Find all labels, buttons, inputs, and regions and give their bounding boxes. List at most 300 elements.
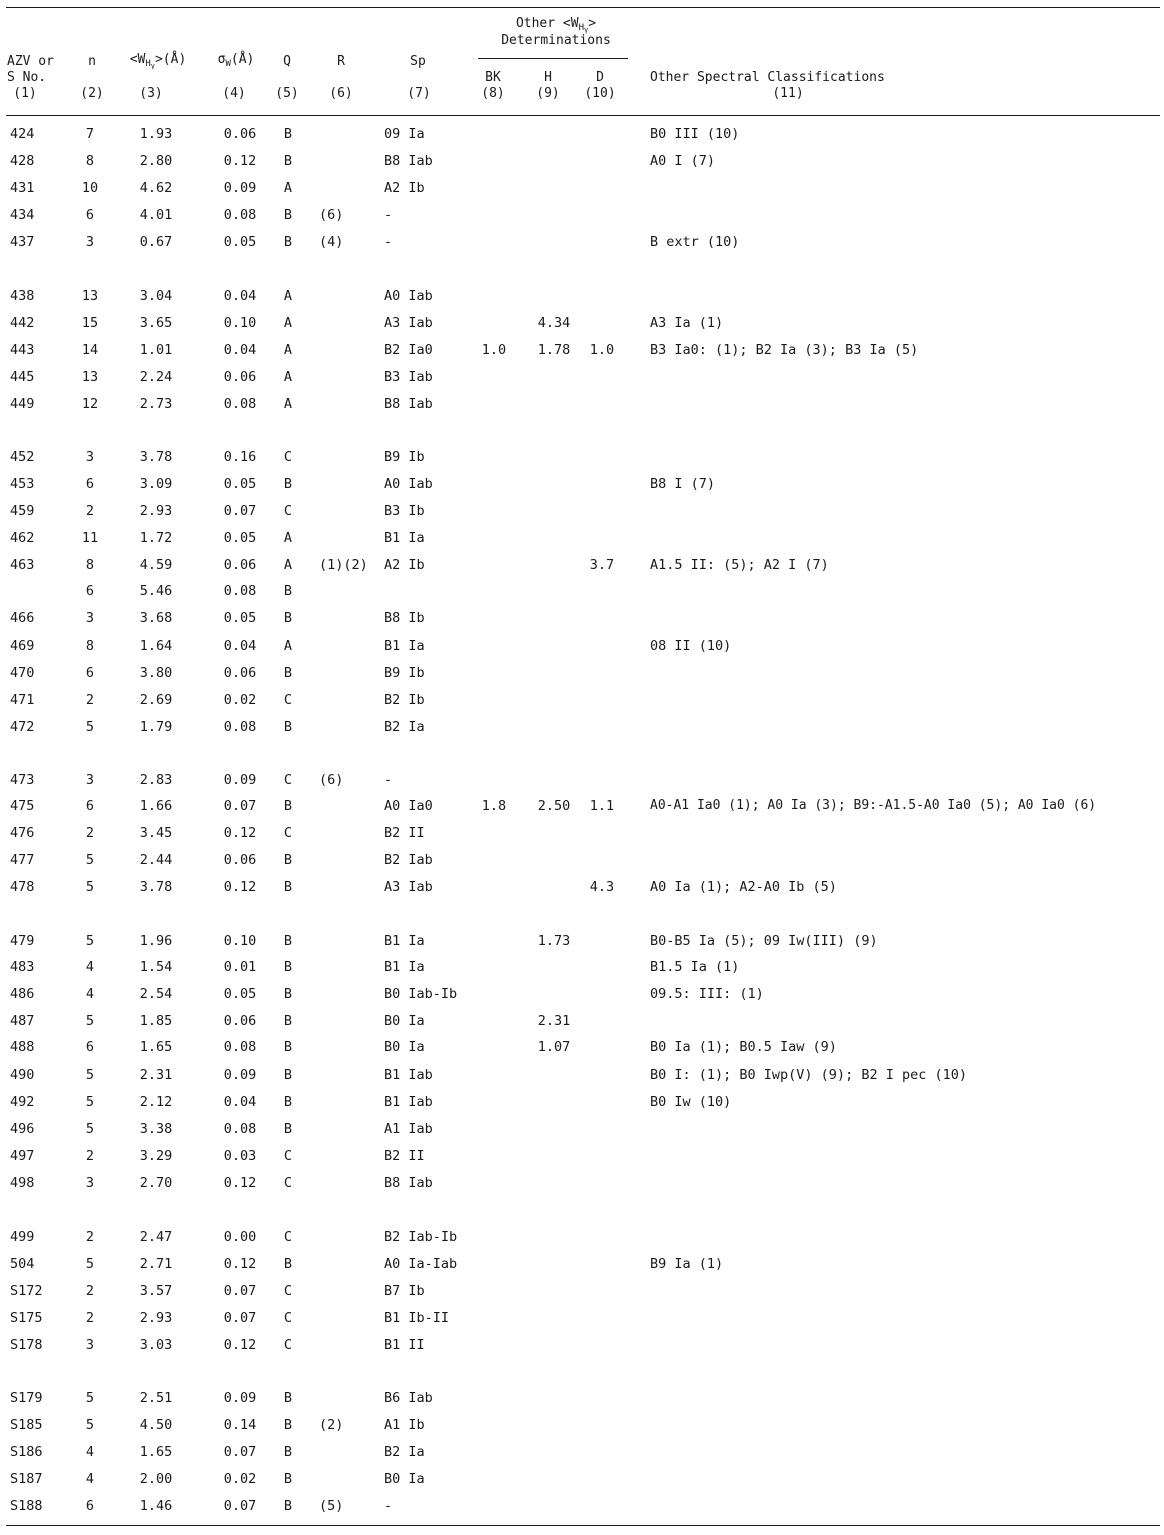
cell-n: 5: [85, 1121, 95, 1137]
cell-w: 2.71: [139, 1256, 173, 1272]
cell-w: 1.66: [139, 798, 173, 814]
cell-n: 2: [85, 1229, 95, 1245]
cell-sigma: 0.05: [223, 476, 257, 492]
cell-sp: B7 Ib: [384, 1283, 425, 1299]
header-group-sub2: γ: [584, 26, 589, 34]
header-col9-number: (9): [536, 86, 560, 101]
cell-sp: -: [384, 234, 393, 250]
cell-n: 5: [85, 1390, 95, 1406]
cell-sp: A3 Iab: [384, 315, 433, 331]
cell-id: 431: [10, 180, 35, 196]
cell-n: 5: [85, 1094, 95, 1110]
cell-id: 498: [10, 1175, 35, 1191]
cell-other: B0-B5 Ia (5); 09 Iw(III) (9): [650, 933, 878, 949]
cell-q: B: [283, 1444, 293, 1460]
cell-w: 1.85: [139, 1013, 173, 1029]
cell-n: 3: [85, 449, 95, 465]
cell-id: S188: [10, 1498, 43, 1514]
cell-sp: -: [384, 1498, 393, 1514]
cell-other: 09.5: III: (1): [650, 986, 764, 1002]
cell-sp: B2 II: [384, 1148, 425, 1164]
cell-q: A: [283, 315, 293, 331]
header-group-pre: Other <W: [515, 16, 579, 31]
cell-sp: B1 II: [384, 1337, 425, 1353]
cell-w: 2.00: [139, 1471, 173, 1487]
cell-other: B9 Ia (1): [650, 1256, 724, 1272]
cell-q: B: [283, 879, 293, 895]
cell-id: 490: [10, 1067, 35, 1083]
cell-n: 2: [85, 503, 95, 519]
cell-q: C: [283, 1148, 293, 1164]
cell-id: S185: [10, 1417, 43, 1433]
cell-id: 477: [10, 852, 35, 868]
cell-n: 5: [85, 719, 95, 735]
cell-sigma: 0.12: [223, 1337, 257, 1353]
cell-id: 504: [10, 1256, 35, 1272]
cell-other: B0 Iw (10): [650, 1094, 732, 1110]
cell-q: B: [283, 1039, 293, 1055]
cell-sp: -: [384, 207, 393, 223]
header-col3-pre: <W: [129, 52, 146, 67]
cell-q: A: [283, 180, 293, 196]
cell-q: C: [283, 772, 293, 788]
cell-sp: B8 Iab: [384, 396, 433, 412]
cell-sp: 09 Ia: [384, 126, 425, 142]
header-col1-line1: AZV or: [7, 54, 54, 69]
header-col6-number: (6): [329, 86, 353, 101]
cell-sigma: 0.08: [223, 719, 257, 735]
cell-id: 483: [10, 959, 35, 975]
cell-id: 428: [10, 153, 35, 169]
cell-sigma: 0.03: [223, 1148, 257, 1164]
cell-sigma: 0.06: [223, 852, 257, 868]
cell-n: 11: [81, 530, 99, 546]
cell-q: C: [283, 1337, 293, 1353]
cell-sp: B1 Ia: [384, 933, 425, 949]
cell-n: 13: [81, 288, 99, 304]
cell-q: B: [283, 852, 293, 868]
header-col9: H: [544, 70, 552, 85]
cell-q: B: [283, 1471, 293, 1487]
cell-sigma: 0.12: [223, 879, 257, 895]
cell-sigma: 0.06: [223, 1013, 257, 1029]
cell-id: S186: [10, 1444, 43, 1460]
cell-w: 2.24: [139, 369, 173, 385]
cell-sp: A0 Iab: [384, 288, 433, 304]
cell-sp: B9 Ib: [384, 449, 425, 465]
cell-other: A0-A1 Ia0 (1); A0 Ia (3); B9:-A1.5-A0 Ia0 (5); A0 Ia0 (6): [650, 798, 1097, 813]
cell-sigma: 0.01: [223, 959, 257, 975]
cell-q: A: [283, 557, 293, 573]
cell-w: 0.67: [139, 234, 173, 250]
cell-q: B: [283, 610, 293, 626]
header-col7: Sp: [410, 54, 426, 69]
cell-w: 2.51: [139, 1390, 173, 1406]
header-col8-number: (8): [481, 86, 505, 101]
cell-n: 12: [81, 396, 99, 412]
cell-n: 3: [85, 772, 95, 788]
cell-q: B: [283, 1094, 293, 1110]
cell-n: 4: [85, 959, 95, 975]
cell-sigma: 0.07: [223, 1310, 257, 1326]
cell-other: B1.5 Ia (1): [650, 959, 740, 975]
cell-other: A0 I (7): [650, 153, 716, 169]
header-col5: Q: [283, 54, 291, 69]
cell-sp: B2 Iab: [384, 852, 433, 868]
cell-n: 3: [85, 1175, 95, 1191]
cell-sp: B2 Ia0: [384, 342, 433, 358]
cell-sigma: 0.10: [223, 315, 257, 331]
cell-sigma: 0.06: [223, 557, 257, 573]
cell-h: 1.78: [537, 342, 571, 358]
cell-sigma: 0.02: [223, 1471, 257, 1487]
cell-q: A: [283, 530, 293, 546]
cell-sigma: 0.10: [223, 933, 257, 949]
cell-q: B: [283, 153, 293, 169]
cell-w: 4.50: [139, 1417, 173, 1433]
cell-sp: B1 Ia: [384, 530, 425, 546]
cell-id: 453: [10, 476, 35, 492]
cell-d: 4.3: [589, 879, 615, 895]
cell-n: 2: [85, 1283, 95, 1299]
cell-sigma: 0.04: [223, 1094, 257, 1110]
cell-sigma: 0.08: [223, 1039, 257, 1055]
cell-r: (6): [319, 207, 344, 223]
cell-n: 10: [81, 180, 99, 196]
cell-q: B: [283, 126, 293, 142]
cell-n: 3: [85, 610, 95, 626]
cell-n: 4: [85, 1471, 95, 1487]
cell-n: 2: [85, 1148, 95, 1164]
cell-n: 14: [81, 342, 99, 358]
cell-id: 473: [10, 772, 35, 788]
cell-n: 5: [85, 879, 95, 895]
cell-id: S175: [10, 1310, 43, 1326]
cell-sigma: 0.12: [223, 1256, 257, 1272]
cell-id: 486: [10, 986, 35, 1002]
cell-sp: B8 Ib: [384, 610, 425, 626]
cell-sigma: 0.06: [223, 665, 257, 681]
cell-w: 1.79: [139, 719, 173, 735]
header-col1-line2: S No.: [7, 70, 47, 85]
cell-w: 3.04: [139, 288, 173, 304]
cell-other: A1.5 II: (5); A2 I (7): [650, 557, 829, 573]
cell-w: 2.93: [139, 503, 173, 519]
cell-other: 08 II (10): [650, 638, 732, 654]
header-col3-sub: H: [145, 59, 151, 69]
header-col3-post: >(Å): [154, 52, 187, 67]
cell-other: B3 Ia0: (1); B2 Ia (3); B3 Ia (5): [650, 342, 919, 358]
cell-sigma: 0.07: [223, 1498, 257, 1514]
cell-n: 8: [85, 638, 95, 654]
cell-n: 5: [85, 1067, 95, 1083]
cell-id: 478: [10, 879, 35, 895]
cell-id: 459: [10, 503, 35, 519]
cell-w: 3.80: [139, 665, 173, 681]
cell-sp: B3 Iab: [384, 369, 433, 385]
header-col7-number: (7): [407, 86, 431, 101]
cell-r: (2): [319, 1417, 344, 1433]
cell-n: 8: [85, 153, 95, 169]
cell-q: C: [283, 449, 293, 465]
cell-w: 2.54: [139, 986, 173, 1002]
cell-w: 3.68: [139, 610, 173, 626]
header-col10-number: (10): [584, 86, 616, 101]
cell-sigma: 0.05: [223, 530, 257, 546]
header-col3-sub2: γ: [150, 62, 155, 70]
header-group-post: >: [588, 16, 597, 31]
cell-sp: A1 Iab: [384, 1121, 433, 1137]
cell-sigma: 0.06: [223, 369, 257, 385]
cell-r: (1)(2): [319, 557, 368, 573]
cell-n: 7: [85, 126, 95, 142]
cell-sp: B2 Ia: [384, 719, 425, 735]
cell-n: 2: [85, 1310, 95, 1326]
cell-id: 470: [10, 665, 35, 681]
cell-h: 2.50: [537, 798, 571, 814]
header-col4-number: (4): [222, 86, 246, 101]
cell-w: 2.47: [139, 1229, 173, 1245]
cell-other: B extr (10): [650, 234, 740, 250]
cell-w: 2.80: [139, 153, 173, 169]
cell-sp: B6 Iab: [384, 1390, 433, 1406]
cell-q: B: [283, 665, 293, 681]
header-col8: BK: [485, 70, 501, 85]
cell-q: B: [283, 1256, 293, 1272]
cell-sigma: 0.07: [223, 1283, 257, 1299]
cell-sigma: 0.00: [223, 1229, 257, 1245]
cell-n: 4: [85, 986, 95, 1002]
cell-sigma: 0.09: [223, 180, 257, 196]
cell-q: B: [283, 1417, 293, 1433]
cell-id: 442: [10, 315, 35, 331]
cell-sigma: 0.09: [223, 772, 257, 788]
cell-other: B0 Ia (1); B0.5 Iaw (9): [650, 1039, 837, 1055]
header-col11: Other Spectral Classifications: [650, 70, 885, 85]
cell-w: 2.31: [139, 1067, 173, 1083]
cell-q: B: [283, 476, 293, 492]
cell-id: S179: [10, 1390, 43, 1406]
cell-q: C: [283, 1283, 293, 1299]
cell-n: 3: [85, 234, 95, 250]
cell-n: 5: [85, 1256, 95, 1272]
cell-q: B: [283, 1067, 293, 1083]
cell-w: 2.93: [139, 1310, 173, 1326]
cell-sp: B2 Ib: [384, 692, 425, 708]
cell-w: 1.93: [139, 126, 173, 142]
cell-id: 488: [10, 1039, 35, 1055]
cell-d: 1.1: [589, 798, 615, 814]
cell-sp: B0 Ia: [384, 1013, 425, 1029]
cell-r: (4): [319, 234, 344, 250]
cell-sigma: 0.08: [223, 583, 257, 599]
cell-n: 6: [85, 1498, 95, 1514]
cell-sp: B0 Ia: [384, 1471, 425, 1487]
cell-n: 6: [85, 207, 95, 223]
cell-n: 6: [85, 476, 95, 492]
cell-sp: B3 Ib: [384, 503, 425, 519]
cell-w: 3.09: [139, 476, 173, 492]
cell-q: B: [283, 986, 293, 1002]
cell-sigma: 0.08: [223, 1121, 257, 1137]
cell-sigma: 0.14: [223, 1417, 257, 1433]
cell-sigma: 0.16: [223, 449, 257, 465]
cell-n: 6: [85, 583, 95, 599]
cell-sigma: 0.05: [223, 610, 257, 626]
cell-h: 1.73: [537, 933, 571, 949]
cell-w: 2.44: [139, 852, 173, 868]
cell-sigma: 0.04: [223, 288, 257, 304]
cell-id: 443: [10, 342, 35, 358]
cell-w: 3.78: [139, 449, 173, 465]
cell-sp: A0 Ia0: [384, 798, 433, 814]
cell-sigma: 0.07: [223, 798, 257, 814]
cell-q: B: [283, 1390, 293, 1406]
cell-q: C: [283, 692, 293, 708]
cell-id: 424: [10, 126, 35, 142]
cell-id: 497: [10, 1148, 35, 1164]
cell-sigma: 0.02: [223, 692, 257, 708]
cell-w: 1.65: [139, 1039, 173, 1055]
cell-sigma: 0.12: [223, 1175, 257, 1191]
cell-w: 3.38: [139, 1121, 173, 1137]
cell-sp: B1 Ib-II: [384, 1310, 450, 1326]
header-col1-number: (1): [13, 86, 37, 101]
cell-sp: A0 Ia-Iab: [384, 1256, 458, 1272]
cell-d: 1.0: [589, 342, 615, 358]
cell-id: 449: [10, 396, 35, 412]
cell-sp: B8 Iab: [384, 153, 433, 169]
cell-q: C: [283, 825, 293, 841]
cell-h: 4.34: [537, 315, 571, 331]
cell-n: 5: [85, 1013, 95, 1029]
cell-q: B: [283, 959, 293, 975]
cell-w: 4.59: [139, 557, 173, 573]
cell-sigma: 0.12: [223, 825, 257, 841]
cell-w: 1.96: [139, 933, 173, 949]
header-col3-number: (3): [139, 86, 163, 101]
cell-id: 487: [10, 1013, 35, 1029]
cell-n: 6: [85, 798, 95, 814]
header-col6: R: [337, 54, 345, 69]
cell-q: B: [283, 1013, 293, 1029]
cell-w: 3.03: [139, 1337, 173, 1353]
cell-sp: A3 Iab: [384, 879, 433, 895]
cell-w: 3.29: [139, 1148, 173, 1164]
cell-w: 1.65: [139, 1444, 173, 1460]
cell-sigma: 0.09: [223, 1390, 257, 1406]
cell-r: (6): [319, 772, 344, 788]
cell-w: 5.46: [139, 583, 173, 599]
cell-q: A: [283, 288, 293, 304]
cell-w: 3.78: [139, 879, 173, 895]
cell-w: 1.46: [139, 1498, 173, 1514]
cell-n: 2: [85, 692, 95, 708]
cell-w: 3.45: [139, 825, 173, 841]
header-col4-post: (Å): [230, 52, 255, 67]
cell-sp: B9 Ib: [384, 665, 425, 681]
header-col10: D: [596, 70, 604, 85]
cell-n: 5: [85, 852, 95, 868]
cell-other: A3 Ia (1): [650, 315, 724, 331]
cell-id: 469: [10, 638, 35, 654]
cell-w: 3.57: [139, 1283, 173, 1299]
header-group-line2: Determinations: [501, 33, 611, 48]
cell-id: 462: [10, 530, 35, 546]
cell-id: 463: [10, 557, 35, 573]
cell-q: A: [283, 638, 293, 654]
cell-id: 472: [10, 719, 35, 735]
cell-n: 5: [85, 1417, 95, 1433]
cell-sp: B1 Ia: [384, 959, 425, 975]
cell-id: 471: [10, 692, 35, 708]
cell-sigma: 0.07: [223, 1444, 257, 1460]
cell-id: 445: [10, 369, 35, 385]
cell-sp: -: [384, 772, 393, 788]
cell-w: 2.73: [139, 396, 173, 412]
cell-d: 3.7: [589, 557, 615, 573]
cell-n: 13: [81, 369, 99, 385]
cell-sigma: 0.08: [223, 207, 257, 223]
cell-sp: B1 Ia: [384, 638, 425, 654]
cell-sp: A0 Iab: [384, 476, 433, 492]
cell-sp: B2 Ia: [384, 1444, 425, 1460]
cell-q: B: [283, 798, 293, 814]
cell-id: S187: [10, 1471, 43, 1487]
cell-sigma: 0.07: [223, 503, 257, 519]
cell-q: C: [283, 1310, 293, 1326]
cell-w: 2.12: [139, 1094, 173, 1110]
cell-q: C: [283, 1229, 293, 1245]
cell-q: B: [283, 1121, 293, 1137]
cell-q: B: [283, 719, 293, 735]
cell-q: A: [283, 369, 293, 385]
cell-w: 3.65: [139, 315, 173, 331]
cell-n: 6: [85, 665, 95, 681]
cell-q: A: [283, 396, 293, 412]
cell-w: 1.54: [139, 959, 173, 975]
cell-sigma: 0.08: [223, 396, 257, 412]
cell-n: 8: [85, 557, 95, 573]
header-col4-sub: W: [225, 59, 231, 69]
cell-id: 475: [10, 798, 35, 814]
cell-q: C: [283, 1175, 293, 1191]
cell-id: 438: [10, 288, 35, 304]
cell-id: 492: [10, 1094, 35, 1110]
cell-other: A0 Ia (1); A2-A0 Ib (5): [650, 879, 837, 895]
cell-other: B0 III (10): [650, 126, 740, 142]
cell-id: 496: [10, 1121, 35, 1137]
header-group-sub: H: [578, 23, 584, 33]
cell-n: 2: [85, 825, 95, 841]
cell-sp: A2 Ib: [384, 557, 425, 573]
cell-sigma: 0.05: [223, 986, 257, 1002]
cell-n: 4: [85, 1444, 95, 1460]
cell-bk: 1.8: [481, 798, 507, 814]
header-col2-number: (2): [80, 86, 104, 101]
cell-w: 2.69: [139, 692, 173, 708]
header-col11-number: (11): [772, 86, 804, 101]
cell-id: 476: [10, 825, 35, 841]
header-col5-number: (5): [275, 86, 299, 101]
cell-id: 479: [10, 933, 35, 949]
cell-sigma: 0.04: [223, 342, 257, 358]
cell-w: 4.62: [139, 180, 173, 196]
cell-other: B8 I (7): [650, 476, 716, 492]
cell-q: C: [283, 503, 293, 519]
cell-sp: B0 Ia: [384, 1039, 425, 1055]
cell-sigma: 0.09: [223, 1067, 257, 1083]
